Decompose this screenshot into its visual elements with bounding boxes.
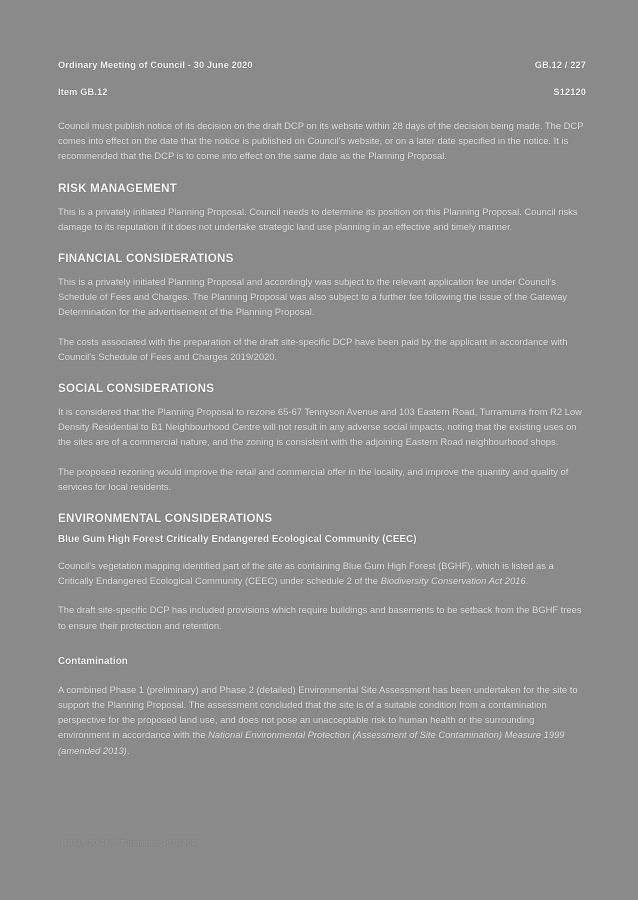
header-row-primary bbox=[58, 60, 586, 70]
risk-management-paragraph: This is a privately initiated Planning Proposal. Council needs to determine its position on this Planning Proposal. Council risks damage to its reputation if it does not undertake strategic land use planning in an effective and timely manner. bbox=[58, 205, 578, 232]
social-paragraph-1: It is considered that the Planning Proposal to rezone 65-67 Tennyson Avenue and 103 Eastern Road, Turramurra from R2 Low Density Residential to B1 Neighbourhood Centre will not result in any adverse social impacts, noting that the existing uses on the sites are of a commercial nature, and the zoning is consistent with the adjoining Eastern Road neighbourhood shops. bbox=[58, 406, 582, 448]
intro-paragraph: Council must publish notice of its decision on the draft DCP on its website within 28 days of the decision being made. The DCP comes into effect on the date that the notice is published on Council's website, or on a later date specified in the notice. It is recommended that the DCP is to come into effect on the same date as the Planning Proposal. bbox=[58, 120, 584, 162]
item-reference: GB.12 / 227 bbox=[534, 60, 586, 70]
bghf-paragraph-1-lead: Council's vegetation mapping identified part of the site as containing Blue Gum High Forest (BGHF), which is listed as a Critically Endangered Ecological Community (CEEC) under schedule 2 of the bbox=[58, 560, 554, 587]
section-heading-risk-management: RISK MANAGEMENT bbox=[58, 181, 178, 195]
section-heading-environmental-considerations: ENVIRONMENTAL CONSIDERATIONS bbox=[58, 512, 273, 526]
site-contamination-measure-citation: National Environmental Protection (Assessment of Site Contamination) Measure 1999 (amended 2013) bbox=[58, 729, 565, 756]
page-footer-reference: N10310-20-2020-Turramurra 1030/2020 bbox=[58, 838, 201, 847]
biodiversity-conservation-act-citation: Biodiversity Conservation Act 2016 bbox=[380, 575, 526, 587]
bghf-paragraph-1-tail: . bbox=[525, 575, 529, 587]
file-reference: S12120 bbox=[553, 87, 586, 97]
item-label: Item GB.12 bbox=[58, 87, 108, 97]
financial-paragraph-2: The costs associated with the preparation of the draft site-specific DCP have been paid by the applicant in accordance with Council's Schedule of Fees and Charges 2019/2020. bbox=[58, 335, 568, 362]
header-row-secondary bbox=[58, 87, 586, 97]
subheading-contamination: Contamination bbox=[58, 655, 128, 667]
page-content bbox=[58, 118, 586, 772]
section-heading-financial-considerations: FINANCIAL CONSIDERATIONS bbox=[58, 252, 234, 266]
bghf-paragraph-1 bbox=[58, 558, 586, 588]
contamination-paragraph-1-lead: A combined Phase 1 (preliminary) and Phase 2 (detailed) Environmental Site Assessment has been undertaken for the site to support the Planning Proposal. The assessment concluded that the site is of a suitable condition from a contamination perspective for the proposed land use, and does not pose an unacceptable risk to human health or the surrounding environment in accordance with the bbox=[58, 683, 578, 741]
social-paragraph-2: The proposed rezoning would improve the retail and commercial offer in the locality, and improve the quantity and quality of services for local residents. bbox=[58, 465, 569, 492]
bghf-paragraph-2: The draft site-specific DCP has included provisions which require buildings and basements to be setback from the BGHF trees to ensure their protection and retention. bbox=[58, 604, 582, 631]
contamination-paragraph-1 bbox=[58, 682, 586, 758]
section-heading-social-considerations: SOCIAL CONSIDERATIONS bbox=[58, 382, 215, 396]
page-header bbox=[58, 60, 586, 97]
subheading-blue-gum-high-forest: Blue Gum High Forest Critically Endangered Ecological Community (CEEC) bbox=[58, 534, 417, 546]
meeting-title: Ordinary Meeting of Council - 30 June 2020 bbox=[58, 60, 253, 70]
financial-paragraph-1: This is a privately initiated Planning Proposal and accordingly was subject to the relevant application fee under Council's Schedule of Fees and Charges. The Planning Proposal was also subject to a further fee following the issue of the Gateway Determination for the advertisement of the Planning Proposal. bbox=[58, 276, 567, 318]
contamination-paragraph-1-tail: . bbox=[126, 744, 130, 756]
